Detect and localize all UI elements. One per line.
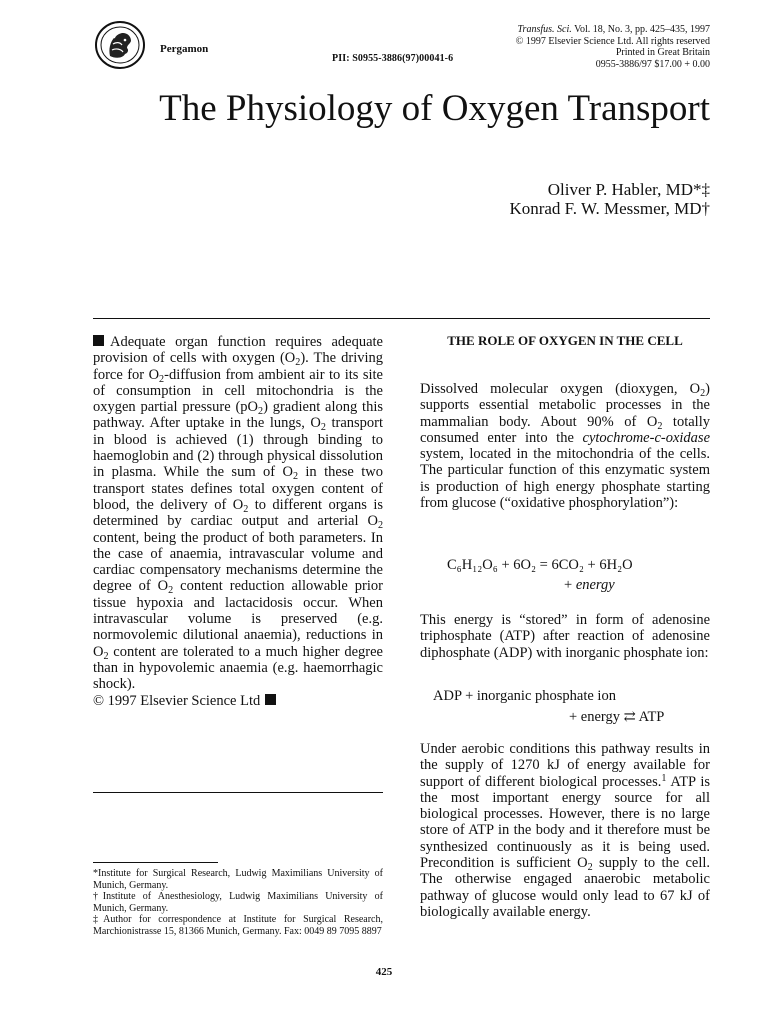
footnote-1: *Institute for Surgical Research, Ludwig Maximilians University of Munich, Germany. [93,868,383,891]
abstract-rule [93,792,383,793]
author-1: Oliver P. Habler, MD*‡ [547,180,710,199]
publisher-name: Pergamon [160,43,209,55]
header-rule [93,318,710,319]
price-line: 0955-3886/97 $17.00 + 0.00 [595,58,710,70]
footnote-3: ‡Author for correspondence at Institute for Surgical Research, Marchionistrasse 15, 81366 Munich, Germany. Fax: 0049 89 7095 8897 [93,914,383,937]
author-list [509,180,710,218]
equation-glucose-oxidation: C₆H₁₂O₆ + 6O₂ = 6CO₂ + 6H₂O [447,557,633,573]
equation-atp-reactants: ADP + inorganic phosphate ion [433,688,616,704]
section-heading: THE ROLE OF OXYGEN IN THE CELL [447,333,683,348]
journal-info [516,24,710,70]
journal-citation [516,24,710,36]
journal-abbrev: Transfus. Sci. [517,24,572,35]
equation-atp-product: + energy ⇄ ATP [569,709,665,725]
abstract-end-marker [265,694,276,705]
abstract-start-marker [93,335,104,346]
article-title: The Physiology of Oxygen Transport [159,88,710,129]
reference-marker: 1 [661,772,667,784]
abstract-copyright: © 1997 Elsevier Science Ltd [93,692,261,709]
body-paragraph-1: Dissolved molecular oxygen (dioxygen, $O_2$) supports essential metabolic processes in the mammalian body. About 90% of $O_2$ totally consumed enter into the cytochrome-c-oxidase system, located in the mitochondria of the cells. The particular function of this enzymatic system is production of high energy phosphate starting from glucose (“oxidative phosphorylation”): [420,381,710,512]
footnotes [93,868,383,938]
elsevier-logo [94,20,146,70]
body-paragraph-3: Under aerobic conditions this pathway results in the supply of 1270 kJ of energy available for support of different biological processes.$^1$ ATP is the most important energy source for all biological processes. However, there is no large store of ATP in the body and it therefore must be synthesized continuously as it is being used. Precondition is sufficient $O_2$ supply to the cell. The otherwise engaged anaerobic metabolic pathway of glucose would only lead to 67 kJ of biologically available energy. [420,741,710,920]
footnote-rule [93,862,218,863]
pii-identifier: PII: S0955-3886(97)00041-6 [332,53,454,64]
equation-glucose-energy: + energy [564,577,615,593]
copyright-line: © 1997 Elsevier Science Ltd. All rights reserved [515,35,710,47]
abstract: Adequate organ function requires adequate provision of cells with oxygen $(O_2)$. The driving force for $O_2$-diffusion from ambient air to its site of consumption in cell mitochondria is the oxygen partial pressure $(pO_2)$ gradient along this pathway. After uptake in the lungs, $O_2$ transport in blood is achieved (1) through binding to haemoglobin and (2) through physical dissolution in plasma. While the sum of $O_2$ in these two transport states defines total oxygen content of blood, the delivery of $O_2$ to different organs is determined by cardiac output and arterial $O_2$ content, being the product of both parameters. In the case of anaemia, intravascular volume and cardiac compensatory mechanisms determine the degree of $O_2$ content reduction allowable prior tissue hypoxia and lactacidosis occur. When intravascular volume is preserved (e.g. normovolemic dilutional anaemia), reductions in $O_2$ content are tolerated to a much higher degree than in hypovolemic anaemia (e.g. haemorrhagic shock). © 1997 Elsevier Science Ltd [93,334,383,709]
body-paragraph-2: This energy is “stored” in form of adenosine triphosphate (ATP) after reaction of adenosine diphosphate (ADP) with inorganic phosphate ion: [420,612,710,661]
page-number: 425 [375,966,393,978]
printed-line: Printed in Great Britain [615,47,710,58]
author-2: Konrad F. W. Messmer, MD† [509,199,710,218]
journal-volume: Vol. 18, No. 3, pp. 425–435, 1997 [574,24,710,35]
footnote-2: †Institute of Anesthesiology, Ludwig Maximilians University of Munich, Germany. [93,891,383,914]
